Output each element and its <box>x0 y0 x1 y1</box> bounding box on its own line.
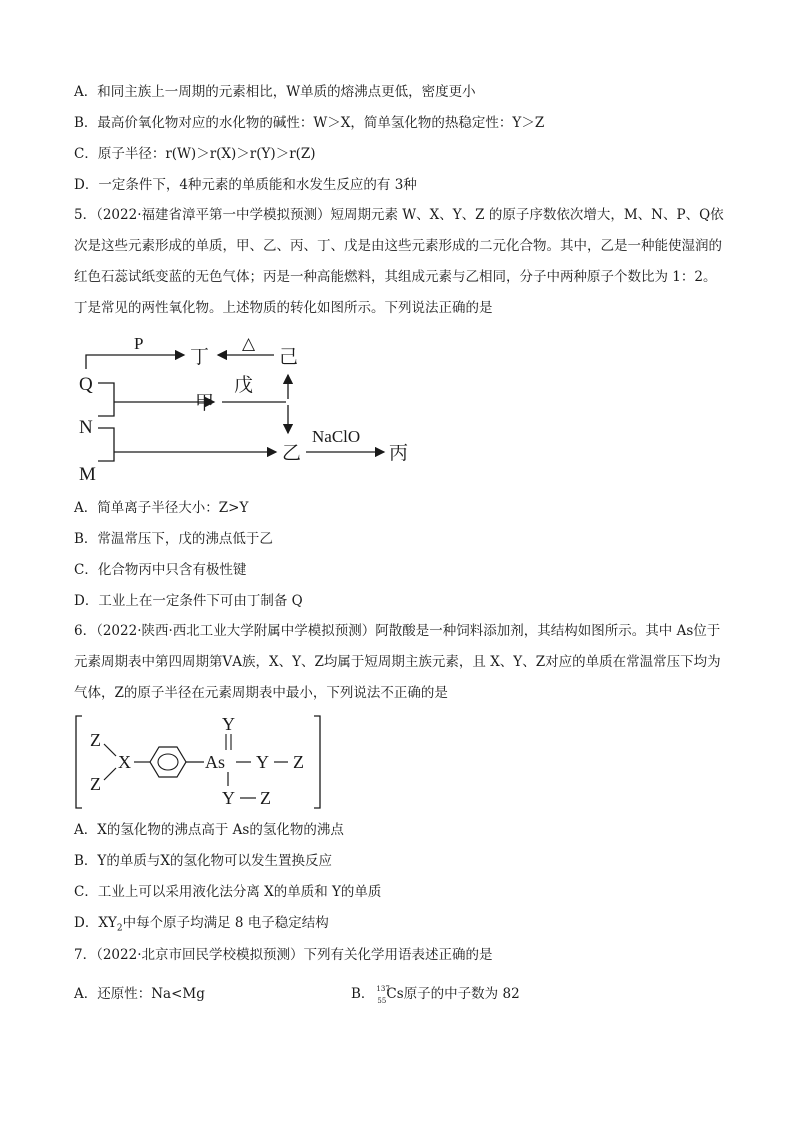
q7-option-b-suffix: 原子的中子数为 82 <box>403 986 520 1002</box>
q7-option-b-prefix: B． <box>351 986 375 1002</box>
node-bing: 丙 <box>389 443 409 464</box>
q4-option-a: A．和同主族上一周期的元素相比，W单质的熔沸点更低，密度更小 <box>74 84 476 100</box>
q6-option-b: B．Y的单质与X的氢化物可以发生置换反应 <box>74 853 332 869</box>
cs-isotope-notation <box>374 985 390 1005</box>
node-ji: 己 <box>279 347 299 368</box>
q6-option-a: A．X的氢化物的沸点高于 As的氢化物的沸点 <box>74 822 344 838</box>
cs-symbol: Cs <box>386 986 404 1002</box>
q6-option-c: C．工业上可以采用液化法分离 X的单质和 Y的单质 <box>74 884 382 900</box>
right-bracket <box>314 716 320 808</box>
q4-option-c: C．原子半径：r(W)＞r(X)＞r(Y)＞r(Z) <box>74 146 316 162</box>
node-jia: 甲 <box>195 393 215 414</box>
q6-structure-diagram <box>74 712 324 816</box>
atom-y-right: Y <box>256 752 269 772</box>
q5-transformation-diagram <box>74 333 414 492</box>
node-ding: 丁 <box>190 347 210 368</box>
q6-option-d <box>74 914 329 938</box>
atom-z-bottom-left: Z <box>90 774 101 794</box>
benzene-ring <box>150 747 186 777</box>
atom-z-bottom: Z <box>260 788 271 808</box>
cs-atomic-number: 55 <box>377 997 387 1005</box>
label-p: P <box>134 334 144 353</box>
q5-option-a: A．简单离子半径大小：Z>Y <box>74 500 249 516</box>
q5-option-d: D．工业上在一定条件下可由丁制备 Q <box>74 593 303 609</box>
atom-y-top: Y <box>222 714 235 734</box>
atom-as: As <box>205 752 226 772</box>
label-naclo: NaClO <box>312 427 361 446</box>
q5-option-c: C．化合物丙中只含有极性键 <box>74 562 247 578</box>
node-q: Q <box>79 374 93 395</box>
q4-option-d: D．一定条件下，4种元素的单质能和水发生反应的有 3种 <box>74 177 417 193</box>
cs-mass-number: 137 <box>376 985 390 993</box>
q6-option-d-subscript: 2 <box>116 923 123 934</box>
node-yi: 乙 <box>282 443 302 464</box>
q6-option-d-prefix: D．XY <box>74 915 117 931</box>
q6-stem: 6．（2022·陕西·西北工业大学附属中学模拟预测）阿散酸是一种饲料添加剂，其结构如图所示。其中 As位于元素周期表中第四周期第ⅤA族，X、Y、Z均属于短周期主族元素，且 X、Y、Z对应的单质在常温常压下均为气体，Z的原子半径在元素周期表中最小，下列说法不正确的是 <box>74 623 721 701</box>
q7-stem: 7．（2022·北京市回民学校模拟预测）下列有关化学用语表述正确的是 <box>74 947 493 963</box>
atom-z-right: Z <box>293 752 304 772</box>
node-m: M <box>79 464 96 485</box>
q7-option-a: A．还原性：Na<Mg <box>74 986 205 1002</box>
q6-option-d-suffix: 中每个原子均满足 8 电子稳定结构 <box>122 915 329 931</box>
atom-x: X <box>118 752 131 772</box>
arrow-q-to-ding <box>86 355 184 369</box>
node-n: N <box>79 417 93 438</box>
atom-z-top-left: Z <box>90 730 101 750</box>
q7-option-b <box>351 985 520 1003</box>
atom-y-bottom: Y <box>222 788 235 808</box>
left-bracket <box>76 716 82 808</box>
label-wu: 戊 <box>234 375 254 396</box>
q5-stem: 5．（2022·福建省漳平第一中学模拟预测）短周期元素 W、X、Y、Z 的原子序数依次增大，M、N、P、Q依次是这些元素形成的单质，甲、乙、丙、丁、戊是由这些元素形成的二元化合物。其中，乙是一种能使湿润的红色石蕊试纸变蓝的无色气体；丙是一种高能燃料，其组成元素与乙相同，分子中两种原子个数比为 1：2。丁是常见的两性氧化物。上述物质的转化如图所示。下列说法正确的是 <box>74 207 724 316</box>
q5-option-b: B．常温常压下，戊的沸点低于乙 <box>74 531 273 547</box>
label-delta: △ <box>242 334 256 353</box>
q4-option-b: B．最高价氧化物对应的水化物的碱性：W＞X，简单氢化物的热稳定性：Y＞Z <box>74 115 545 131</box>
